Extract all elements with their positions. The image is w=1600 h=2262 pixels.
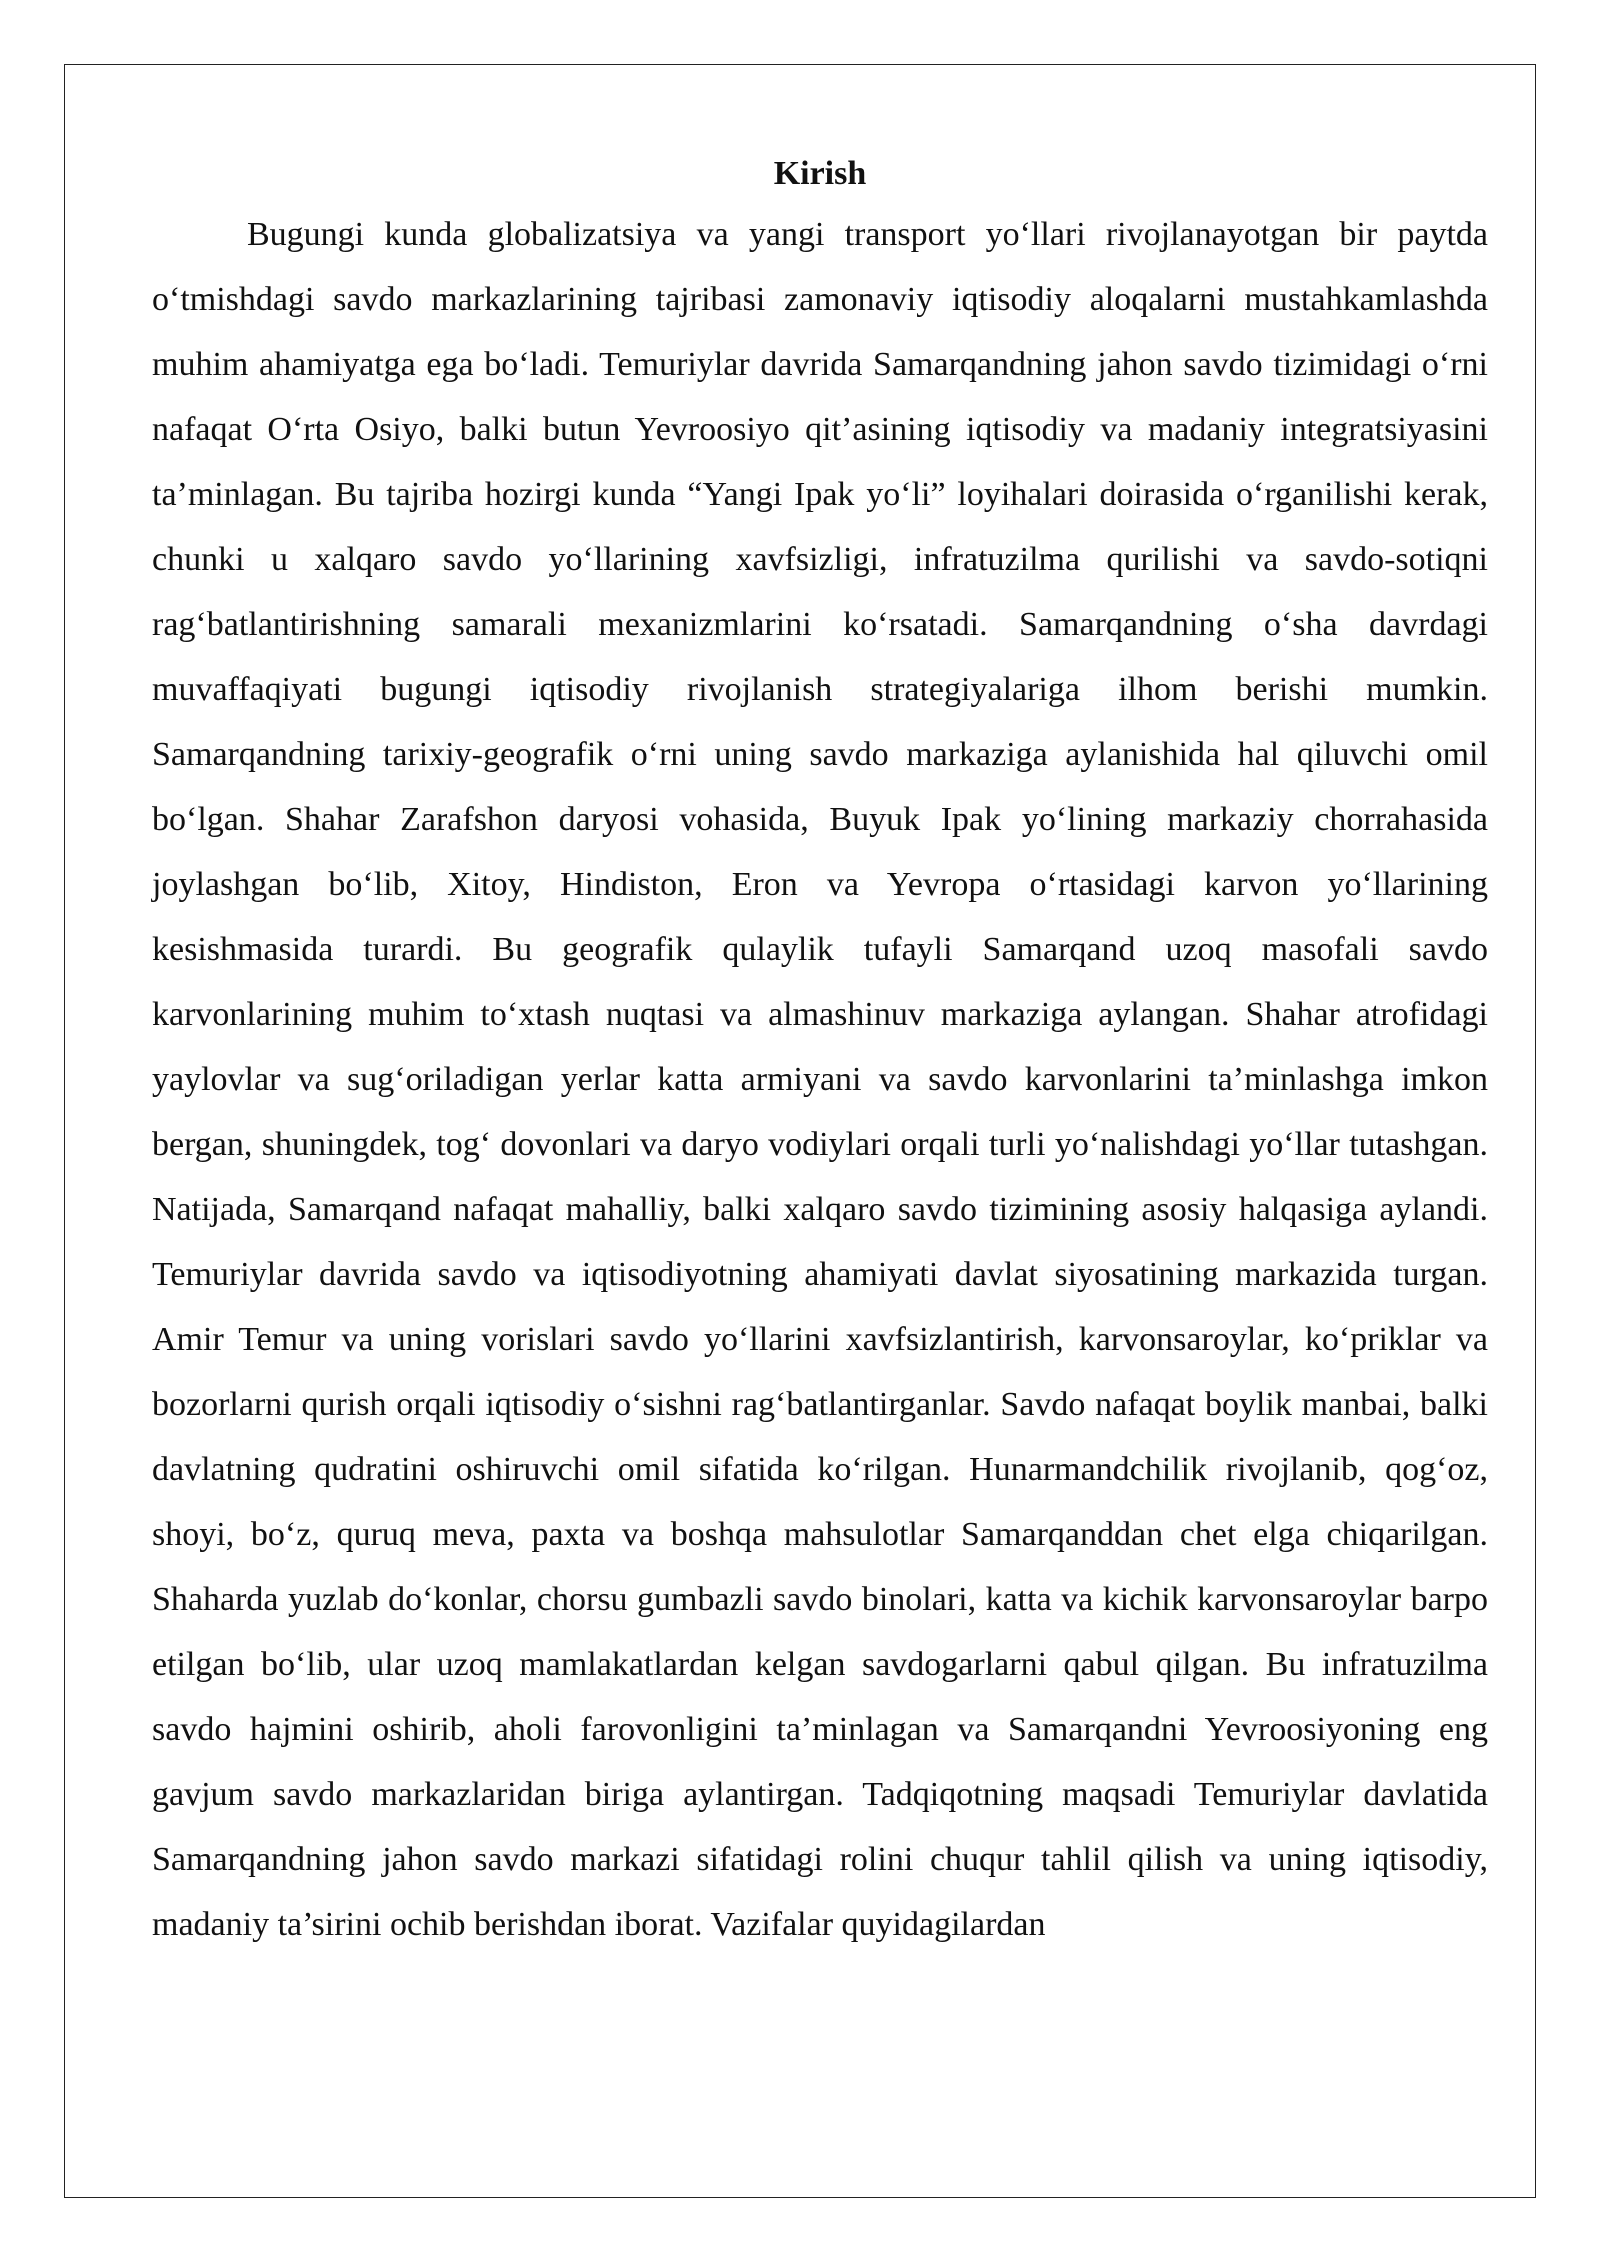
body-paragraph: Bugungi kunda globalizatsiya va yangi transport yo‘llari rivojlanayotgan bir paytda o‘tmishdagi savdo markazlarining tajribasi zamonaviy iqtisodiy aloqalarni mustahkamlashda muhim ahamiyatga ega bo‘ladi. Temuriylar davrida Samarqandning jahon savdo tizimidagi o‘rni nafaqat O‘rta Osiyo, balki butun Yevroosiyo qit’asining iqtisodiy va madaniy integratsiyasini ta’minlagan. Bu tajriba hozirgi kunda “Yangi Ipak yo‘li” loyihalari doirasida o‘rganilishi kerak, chunki u xalqaro savdo yo‘llarining xavfsizligi, infratuzilma qurilishi va savdo-sotiqni rag‘batlantirishning samarali mexanizmlarini ko‘rsatadi. Samarqandning o‘sha davrdagi muvaffaqiyati bugungi iqtisodiy rivojlanish strategiyalariga ilhom berishi mumkin. Samarqandning tarixiy-geografik o‘rni uning savdo markaziga aylanishida hal qiluvchi omil bo‘lgan. Shahar Zarafshon daryosi vohasida, Buyuk Ipak yo‘lining markaziy chorrahasida joylashgan bo‘lib, Xitoy, Hindiston, Eron va Yevropa o‘rtasidagi karvon yo‘llarining kesishmasida turardi. Bu geografik qulaylik tufayli Samarqand uzoq masofali savdo karvonlarining muhim to‘xtash nuqtasi va almashinuv markaziga aylangan. Shahar atrofidagi yaylovlar va sug‘oriladigan yerlar katta armiyani va savdo karvonlarini ta’minlashga imkon bergan, shuningdek, tog‘ dovonlari va daryo vodiylari orqali turli yo‘nalishdagi yo‘llar tutashgan. Natijada, Samarqand nafaqat mahalliy, balki xalqaro savdo tizimining asosiy halqasiga aylandi. Temuriylar davrida savdo va iqtisodiyotning ahamiyati davlat siyosatining markazida turgan. Amir Temur va uning vorislari savdo yo‘llarini xavfsizlantirish, karvonsaroylar, ko‘priklar va bozorlarni qurish orqali iqtisodiy o‘sishni rag‘batlantirganlar. Savdo nafaqat boylik manbai, balki davlatning qudratini oshiruvchi omil sifatida ko‘rilgan. Hunarmandchilik rivojlanib, qog‘oz, shoyi, bo‘z, quruq meva, paxta va boshqa mahsulotlar Samarqanddan chet elga chiqarilgan. Shaharda yuzlab do‘konlar, chorsu gumbazli savdo binolari, katta va kichik karvonsaroylar barpo etilgan bo‘lib, ular uzoq mamlakatlardan kelgan savdogarlarni qabul qilgan. Bu infratuzilma savdo hajmini oshirib, aholi farovonligini ta’minlagan va Samarqandni Yevroosiyoning eng gavjum savdo markazlaridan biriga aylantirgan. Tadqiqotning maqsadi Temuriylar davlatida Samarqandning jahon savdo markazi sifatidagi rolini chuqur tahlil qilish va uning iqtisodiy, madaniy ta’sirini ochib berishdan iborat. Vazifalar quyidagilardan (152, 216, 1488, 1943)
section-heading: Kirish (773, 155, 867, 192)
document-body (152, 150, 1488, 1957)
